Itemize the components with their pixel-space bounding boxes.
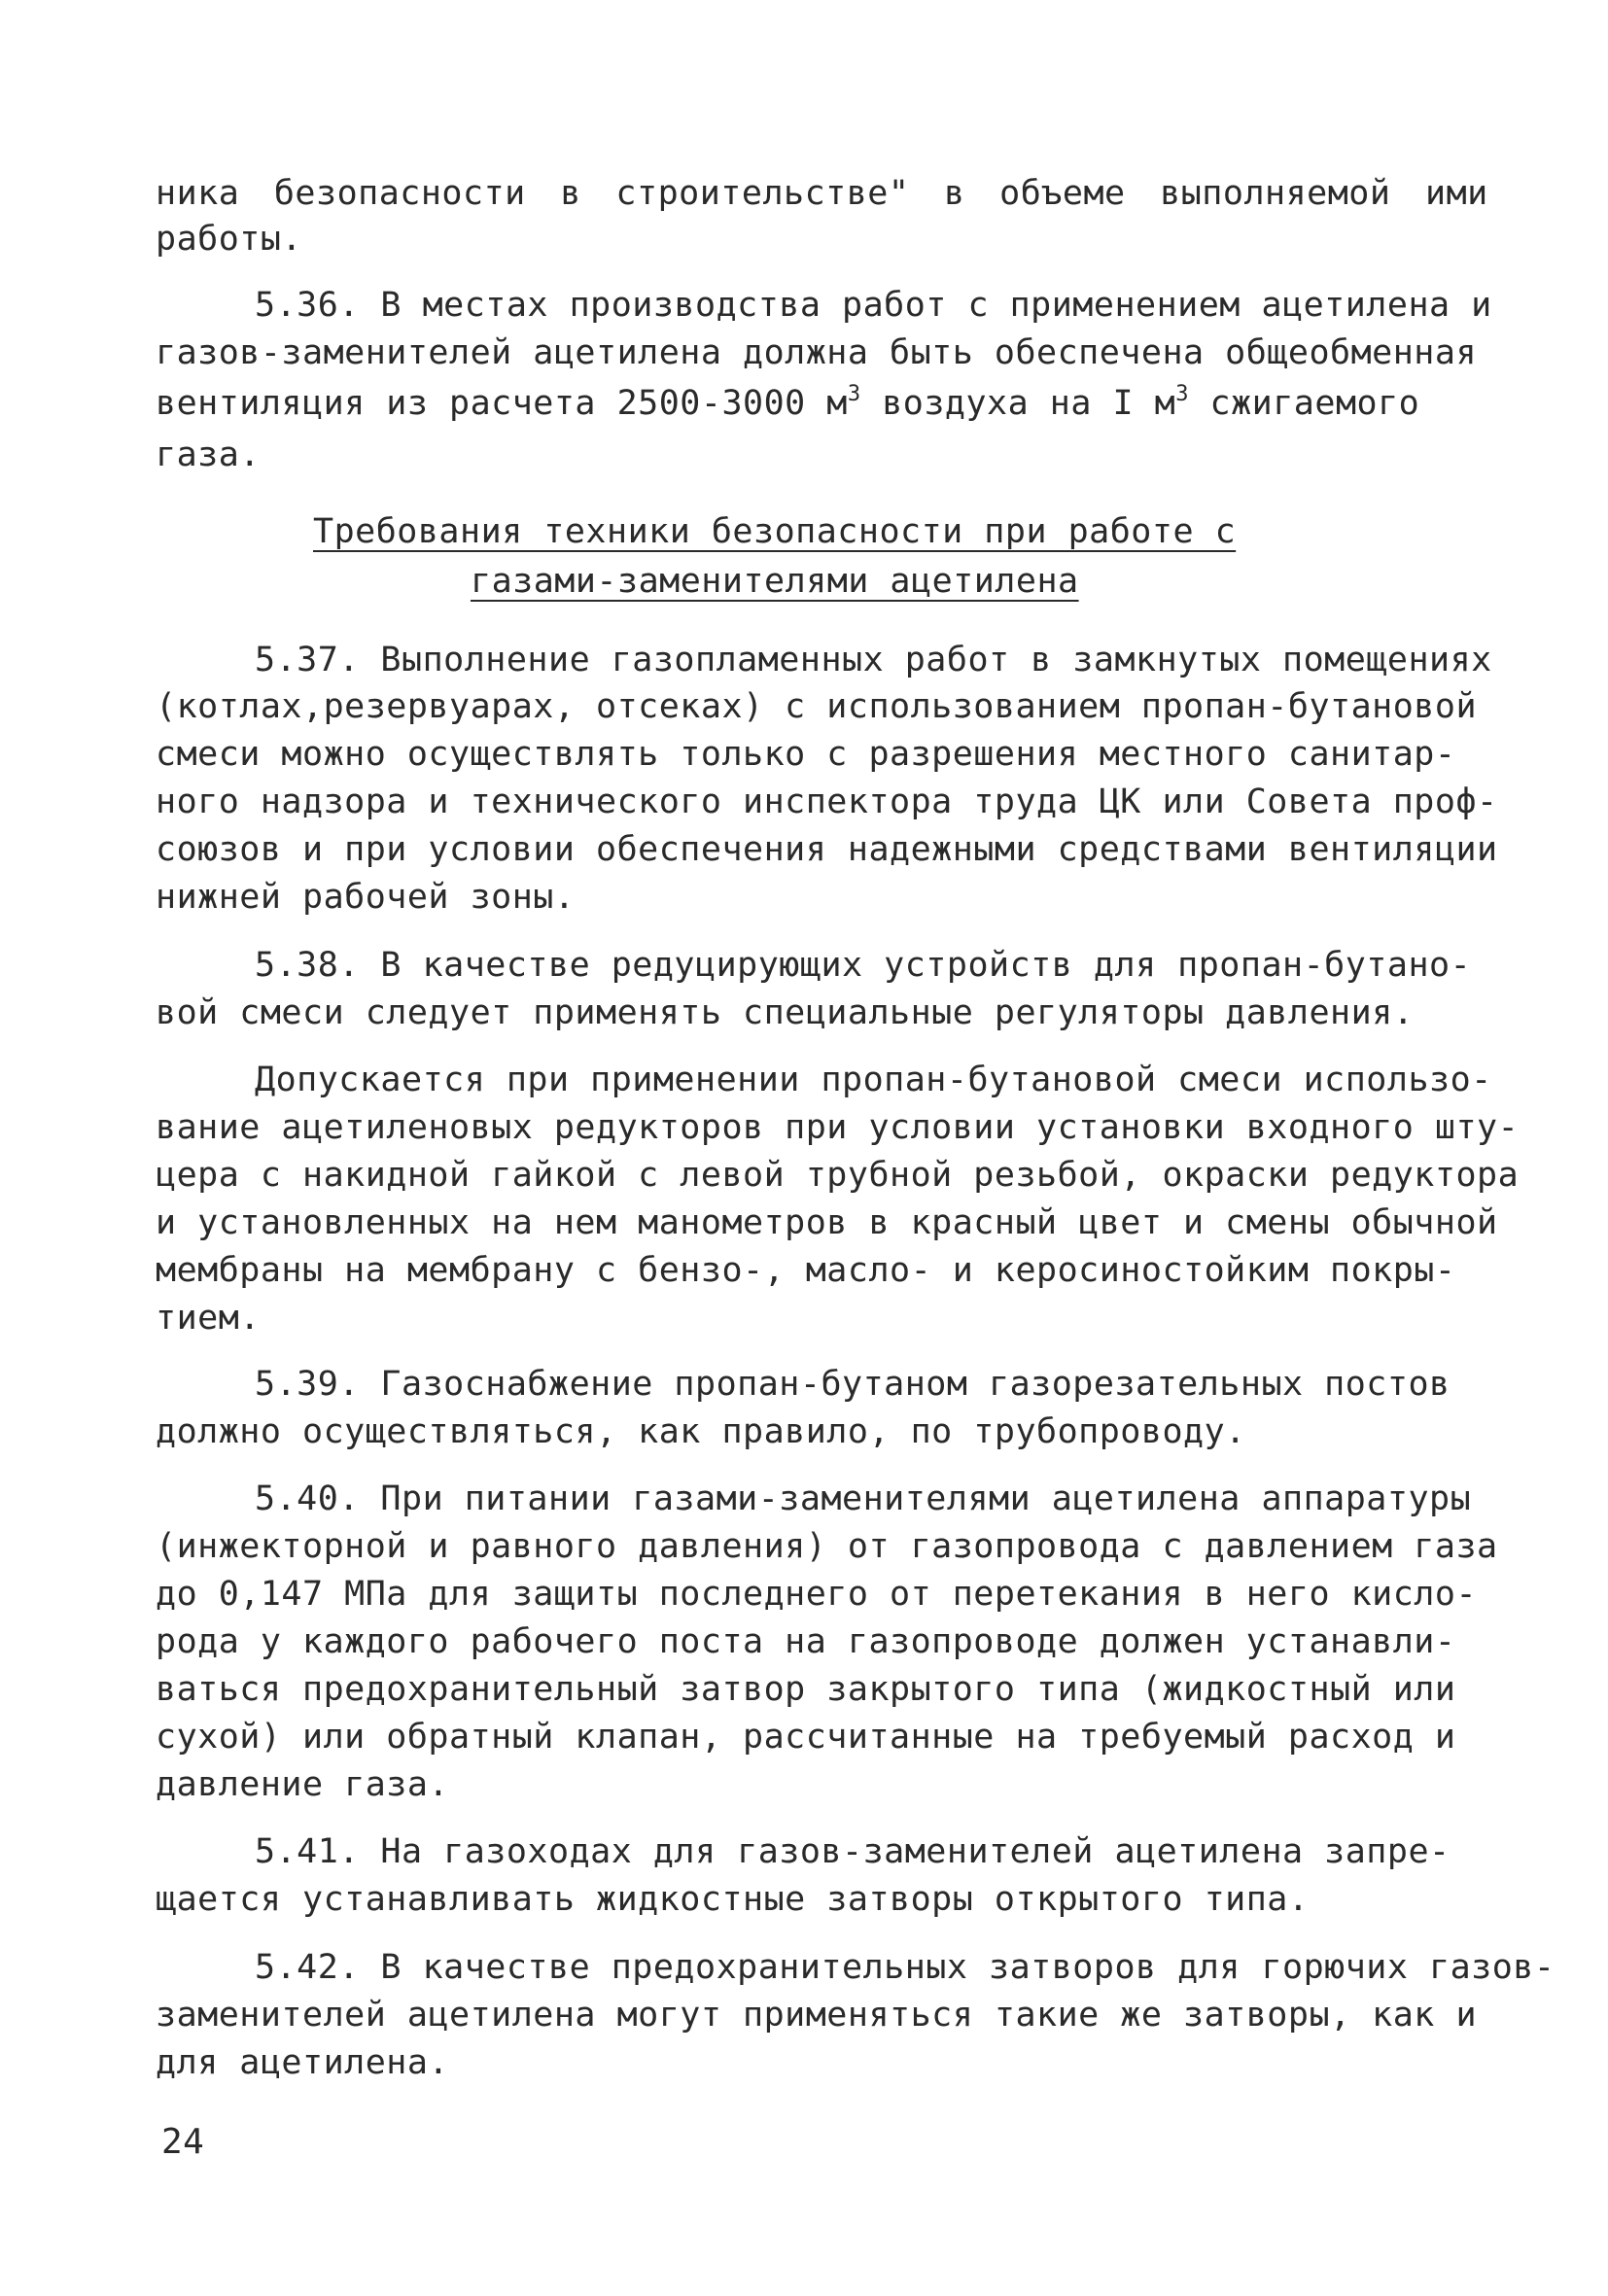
text-line: работы. (156, 220, 303, 259)
text-line: ваться предохранительный затвор закрытого типа (жидкостный или (156, 1670, 1456, 1709)
text-line: смеси можно осуществлять только с разрешения местного санитар- (156, 735, 1456, 774)
paragraph-line: Допускается при применении пропан-бутановой смеси использо- (255, 1061, 1492, 1099)
text-line: вание ацетиленовых редукторов при условии установки входного шту- (156, 1108, 1520, 1147)
section-heading: газами-заменителями ацетилена (471, 562, 1079, 601)
text-line: для ацетилена. (156, 2043, 450, 2082)
paragraph-5-37-line: 5.37. Выполнение газопламенных работ в замкнутых помещениях (255, 641, 1492, 679)
text-line: мембраны на мембрану с бензо-, масло- и керосиностойким покры- (156, 1251, 1456, 1290)
superscript: 3 (847, 382, 861, 406)
text-line: союзов и при условии обеспечения надежными средствами вентиляции (156, 830, 1498, 869)
text-line: ного надзора и технического инспектора труда ЦК или Совета проф- (156, 783, 1498, 821)
paragraph-5-42-line: 5.42. В качестве предохранительных затворов для горючих газов- (255, 1948, 1556, 1987)
paragraph-5-41-line: 5.41. На газоходах для газов-заменителей ацетилена запре- (255, 1832, 1451, 1871)
text-line: газа. (156, 435, 261, 474)
superscript: 3 (1175, 382, 1189, 406)
text-line: нижней рабочей зоны. (156, 878, 576, 917)
text-line: ника безопасности в строительстве" в объеме выполняемой ими (156, 174, 1488, 213)
section-heading: Требования техники безопасности при работе с (313, 512, 1237, 551)
text-line: давление газа. (156, 1765, 450, 1804)
paragraph-5-38-line: 5.38. В качестве редуцирующих устройств для пропан-бутано- (255, 946, 1472, 985)
text-line: сухой) или обратный клапан, рассчитанные на требуемый расход и (156, 1718, 1456, 1757)
text-line: вой смеси следует применять специальные регуляторы давления. (156, 993, 1415, 1032)
page-number: 24 (161, 2122, 205, 2162)
text-line: (котлах,резервуарах, отсеках) с использованием пропан-бутановой (156, 687, 1478, 726)
text-line: до 0,147 МПа для защиты последнего от перетекания в него кисло- (156, 1575, 1478, 1614)
paragraph-5-40-line: 5.40. При питании газами-заменителями ацетилена аппаратуры (255, 1479, 1472, 1518)
text-line: должно осуществляться, как правило, по трубопроводу. (156, 1412, 1246, 1451)
text-line: щается устанавливать жидкостные затворы открытого типа. (156, 1880, 1310, 1919)
paragraph-5-36-line: 5.36. В местах производства работ с применением ацетилена и (255, 286, 1492, 325)
text-line: рода у каждого рабочего поста на газопроводе должен устанавли- (156, 1622, 1456, 1661)
text-line: тием. (156, 1299, 261, 1338)
text-line: газов-заменителей ацетилена должна быть обеспечена общеобменная (156, 333, 1478, 372)
paragraph-5-39-line: 5.39. Газоснабжение пропан-бутаном газорезательных постов (255, 1365, 1451, 1404)
text-line: заменителей ацетилена могут применяться такие же затворы, как и (156, 1996, 1478, 2035)
text-line: цера с накидной гайкой с левой трубной резьбой, окраски редуктора (156, 1156, 1520, 1195)
text-line: (инжекторной и равного давления) от газопровода с давлением газа (156, 1527, 1498, 1566)
text-line: вентиляция из расчета 2500-3000 $м^3$ воздуха на I $м^3$ сжигаемого (156, 382, 1420, 423)
text-line: и установленных на нем манометров в красный цвет и смены обычной (156, 1203, 1498, 1242)
